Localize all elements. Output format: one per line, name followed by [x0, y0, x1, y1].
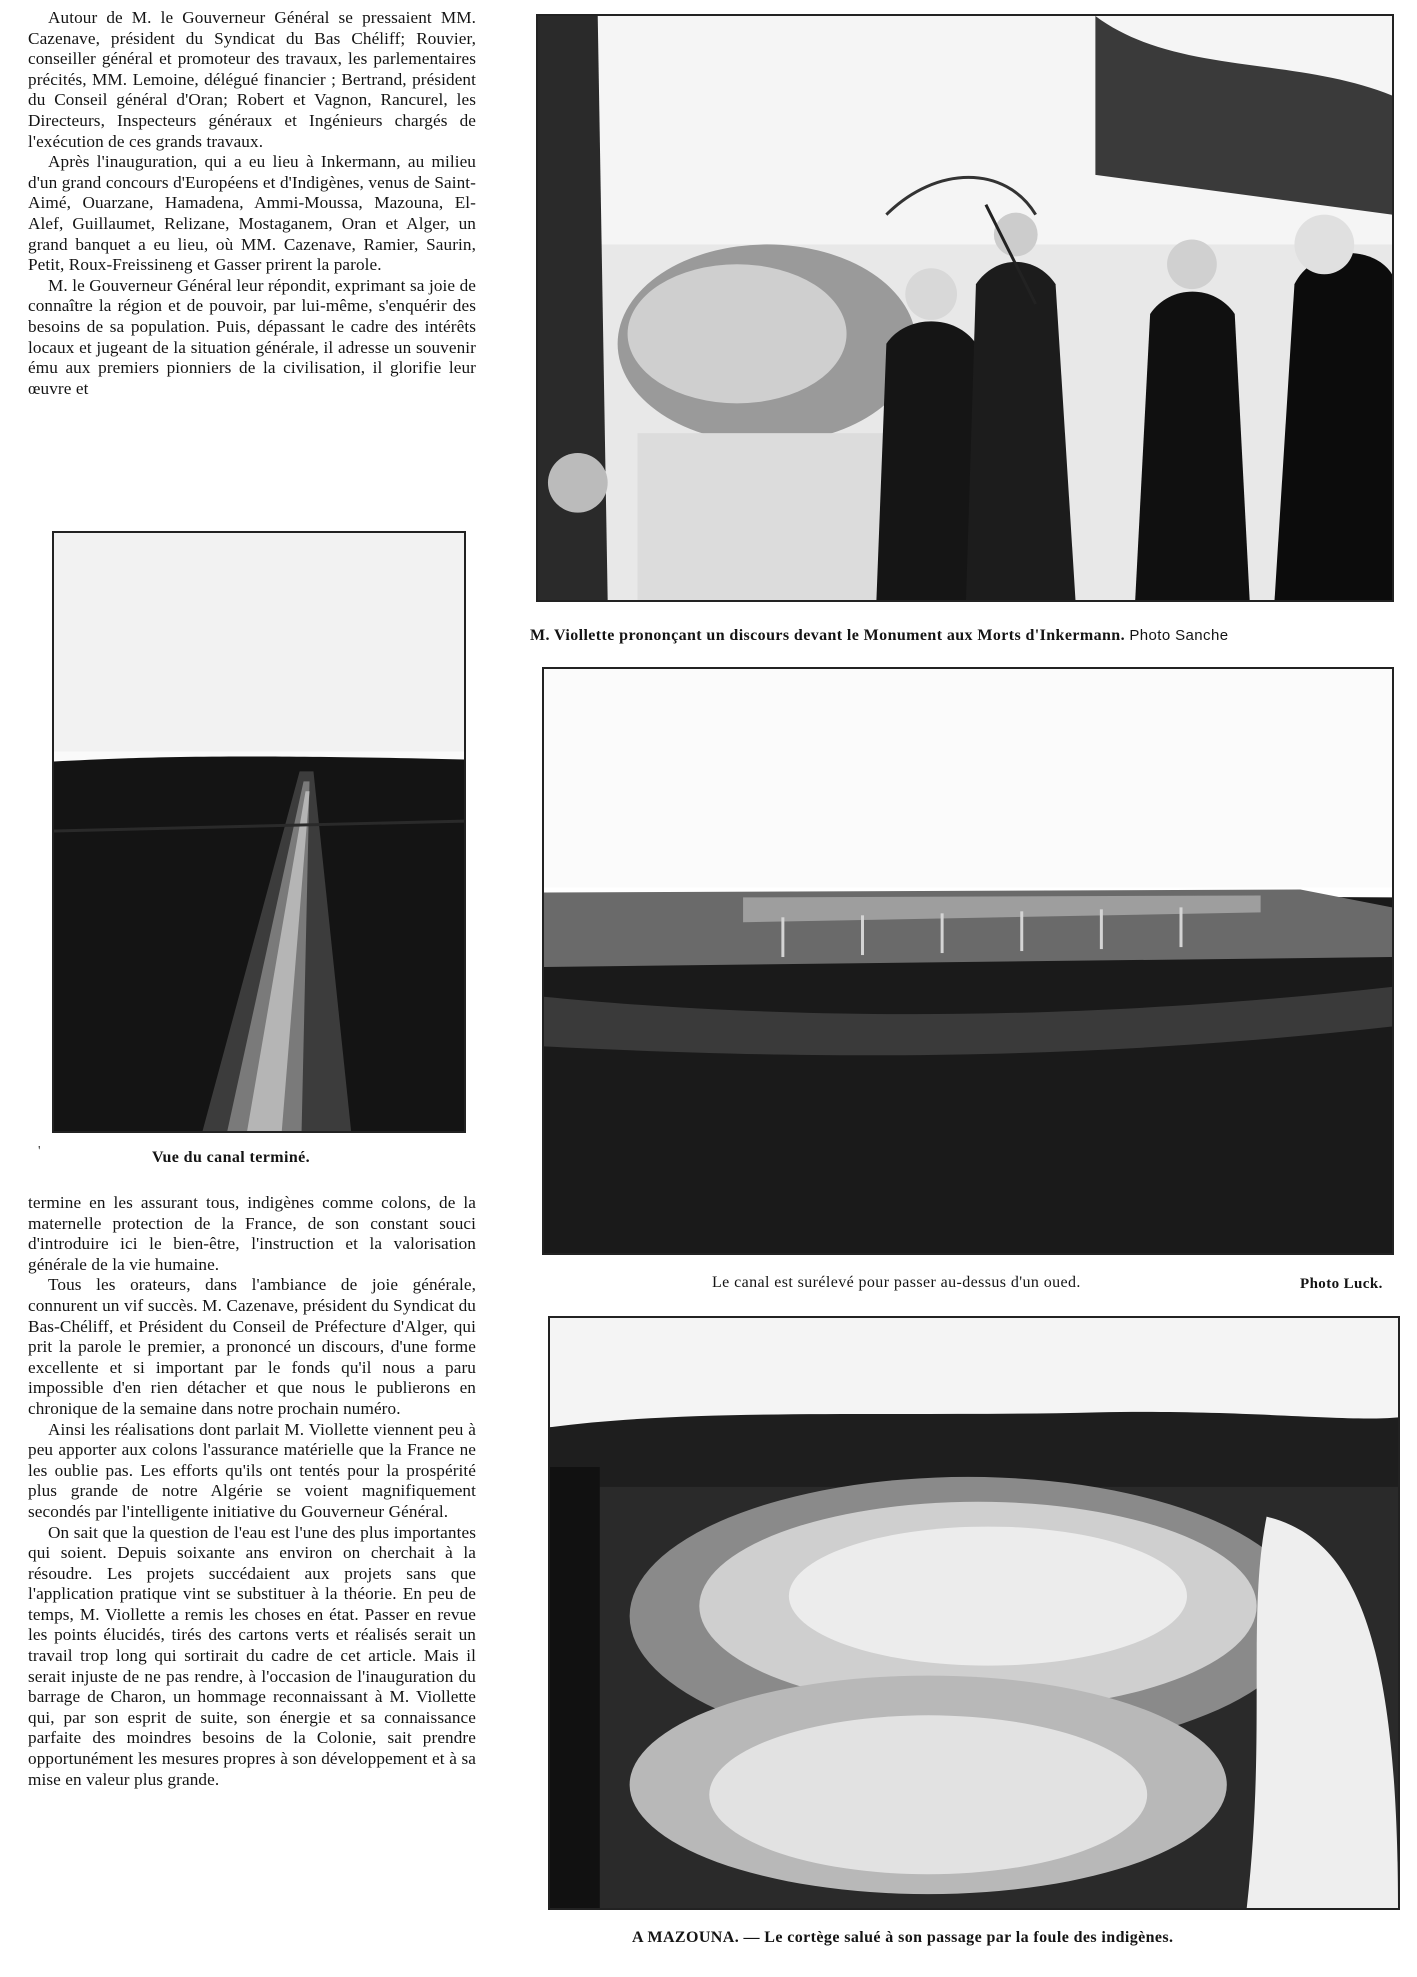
caption-crowd: A MAZOUNA. — Le cortège salué à son passage par la foule des indigènes.: [632, 1929, 1174, 1946]
raised-canal-aqueduct-icon: [544, 669, 1392, 1253]
article-paragraph: Tous les orateurs, dans l'ambiance de joie générale, connurent un vif succès. M. Cazenave, président du Syndicat du Bas-Chéliff, et Président du Conseil de Préfecture d'Alger, qui prit la parole le premier, a prononcé un discours, d'une forme excellente et si important par le fonds qu'il nous a paru impossible d'en rien détacher et que nous le publierons en chronique de la semaine dans notre prochain numéro.: [28, 1275, 476, 1418]
photo-credit: Photo Sanche: [1129, 627, 1229, 644]
photo-crowd: [548, 1316, 1400, 1910]
article-paragraph: Ainsi les réalisations dont parlait M. Viollette viennent peu à peu apporter aux colons l'assurance matérielle que la France ne les oublie pas. Les efforts qu'ils ont tentés pour la prospérité plus grande de notre Algérie se voient magnifiquement secondés par l'intelligente initiative du Gouverneur Général.: [28, 1419, 476, 1521]
article-paragraph: termine en les assurant tous, indigènes comme colons, de la maternelle protection de la France, de son constant souci d'introduire ici le bien-être, l'instruction et la valorisation générale de la vie humaine.: [28, 1193, 476, 1274]
article-column-bottom: [28, 1193, 476, 1790]
photo-canal: [52, 531, 466, 1133]
caption-speech-text: M. Viollette prononçant un discours devant le Monument aux Morts d'Inkermann.: [530, 627, 1125, 644]
stray-mark: ': [38, 1144, 41, 1159]
caption-aqueduct: Le canal est surélevé pour passer au-dessus d'un oued.: [712, 1274, 1081, 1291]
article-paragraph: On sait que la question de l'eau est l'une des plus importantes qui soient. Depuis soixante ans environ on cherchait à la résoudre. Les projets succédaient aux projets sans que l'application pratique vint se substituer à la théorie. En peu de temps, M. Viollette a remis les choses en état. Passer en revue les points élucidés, tirés des cartons verts et réalisés serait un travail trop long qui sortirait du cadre de cet article. Mais il serait injuste de ne pas rendre, à l'occasion de l'inauguration du barrage de Charon, un hommage reconnaissant à M. Viollette qui, par son esprit de suite, son énergie et sa connaissance parfaite des moindres besoins de la Colonie, sait prendre opportunément les mesures propres à son développement et à sa mise en valeur plus grande.: [28, 1522, 476, 1789]
crowd-mazouna-icon: [550, 1318, 1398, 1908]
article-paragraph: Après l'inauguration, qui a eu lieu à Inkermann, au milieu d'un grand concours d'Européens et d'Indigènes, venus de Saint-Aimé, Ouarzane, Hamadena, Ammi-Moussa, Mazouna, El-Alef, Guillaumet, Relizane, Mostaganem, Oran et Alger, un grand banquet a eu lieu, où MM. Cazenave, Ramier, Saurin, Petit, Roux-Freissineng et Gasser prirent la parole.: [28, 152, 476, 275]
speech-ceremony-icon: [538, 16, 1392, 600]
photo-aqueduct: [542, 667, 1394, 1255]
canal-landscape-icon: [54, 533, 464, 1131]
caption-canal: Vue du canal terminé.: [152, 1149, 311, 1166]
article-paragraph: Autour de M. le Gouverneur Général se pressaient MM. Cazenave, président du Syndicat du Bas Chéliff; Rouvier, conseiller général et promoteur des travaux, les parlementaires précités, MM. Lemoine, délégué financier ; Bertrand, président du Conseil général d'Oran; Robert et Vagnon, Rancurel, les Directeurs, Inspecteurs généraux et Ingénieurs chargés de l'exécution de ces grands travaux.: [28, 8, 476, 151]
article-column-top: [28, 8, 476, 399]
caption-speech: [530, 627, 1228, 645]
photo-speech: [536, 14, 1394, 602]
article-paragraph: M. le Gouverneur Général leur répondit, exprimant sa joie de connaître la région et de pouvoir, par lui-même, s'enquérir des besoins de sa population. Puis, dépassant le cadre des intérêts locaux et jugeant de la situation générale, il adresse un souvenir ému aux premiers pionniers de la civilisation, il glorifie leur œuvre et: [28, 275, 476, 398]
photo-credit: Photo Luck.: [1300, 1276, 1383, 1292]
